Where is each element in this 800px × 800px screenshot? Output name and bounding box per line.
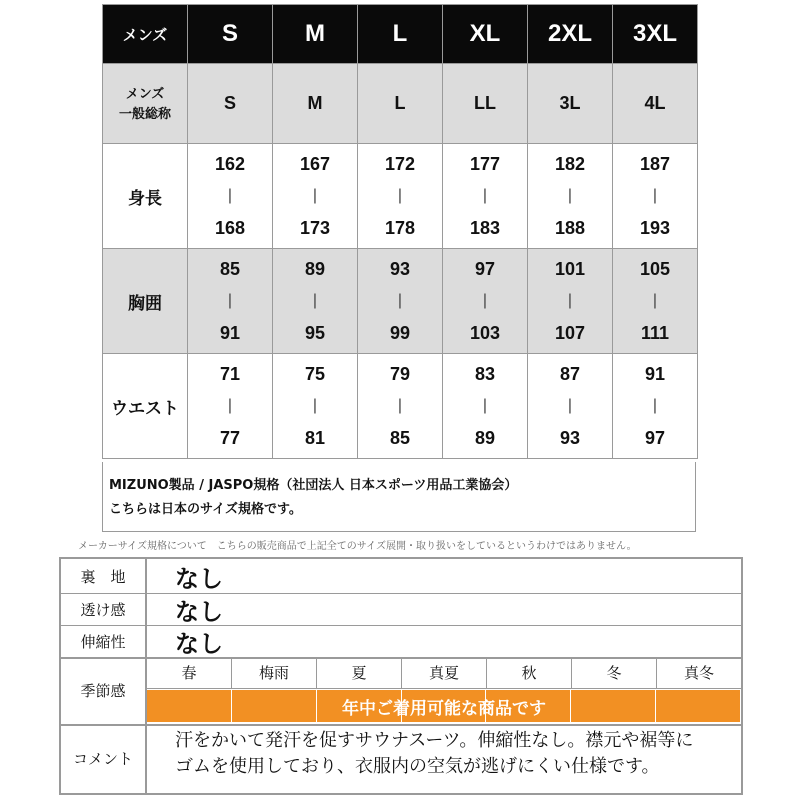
range-separator: | (652, 187, 658, 204)
measurement-cell (443, 144, 528, 249)
size-header-row (103, 5, 698, 64)
season-winter: 冬 (572, 657, 657, 689)
note-line2: こちらは日本のサイズ規格です。 (109, 502, 302, 517)
season-row (61, 657, 741, 726)
measurement-label: 胸囲 (103, 249, 188, 354)
range-separator: | (567, 187, 573, 204)
sheer-row (61, 593, 741, 626)
range-min: 87 (559, 364, 581, 384)
range-min: 177 (469, 154, 501, 174)
range-max: 168 (214, 218, 246, 238)
general-label-line1: メンズ (125, 85, 165, 101)
measurement-row (103, 249, 698, 354)
range-separator: | (482, 397, 488, 414)
measurement-cell (188, 144, 273, 249)
general-size-label (103, 64, 188, 144)
size-xl: XL (443, 5, 528, 64)
range-max: 103 (469, 323, 501, 343)
range-max: 97 (644, 428, 666, 448)
season-autumn: 秋 (487, 657, 572, 689)
measurement-cell (273, 144, 358, 249)
range-separator: | (397, 397, 403, 414)
season-summer: 夏 (317, 657, 402, 689)
stretch-value: なし (175, 629, 223, 658)
range-min: 83 (474, 364, 496, 384)
comment-label: コメント (61, 724, 147, 793)
range-separator: | (567, 397, 573, 414)
range-separator: | (227, 187, 233, 204)
range-max: 93 (559, 428, 581, 448)
measurement-cell (528, 354, 613, 459)
fabric-info-table (59, 557, 743, 795)
range-max: 111 (640, 323, 670, 343)
measurement-cell (358, 354, 443, 459)
range-max: 173 (299, 218, 331, 238)
size-disclaimer: メーカーサイズ規格について こちらの販売商品で上記全てのサイズ展開・取り扱いをしているというわけではありません。 (78, 541, 637, 552)
general-size: L (358, 64, 443, 144)
size-l: L (358, 5, 443, 64)
range-separator: | (227, 397, 233, 414)
measurement-cell (273, 249, 358, 354)
season-midsummer: 真夏 (402, 657, 487, 689)
range-separator: | (397, 292, 403, 309)
measurement-cell (443, 249, 528, 354)
range-separator: | (652, 397, 658, 414)
range-max: 91 (219, 323, 241, 343)
measurement-cell (358, 249, 443, 354)
size-m: M (273, 5, 358, 64)
range-max: 178 (384, 218, 416, 238)
measurement-label: 身長 (103, 144, 188, 249)
range-separator: | (312, 292, 318, 309)
season-grid (147, 657, 741, 689)
range-min: 172 (384, 154, 416, 174)
general-size: S (188, 64, 273, 144)
range-separator: | (397, 187, 403, 204)
general-size: 4L (613, 64, 698, 144)
measurement-cell (188, 354, 273, 459)
size-2xl: 2XL (528, 5, 613, 64)
range-min: 162 (214, 154, 246, 174)
range-min: 85 (219, 259, 241, 279)
measurement-cell (613, 144, 698, 249)
header-label: メンズ (103, 5, 188, 64)
sheer-value: なし (175, 597, 223, 626)
size-3xl: 3XL (613, 5, 698, 64)
range-min: 105 (639, 259, 671, 279)
range-separator: | (482, 187, 488, 204)
general-size: 3L (528, 64, 613, 144)
comment-line2: ゴムを使用しており、衣服内の空気が逃げにくい仕様です。 (175, 756, 660, 777)
season-highlight-bar (147, 690, 741, 722)
range-separator: | (652, 292, 658, 309)
range-separator: | (227, 292, 233, 309)
range-min: 187 (639, 154, 671, 174)
range-min: 93 (389, 259, 411, 279)
measurement-cell (188, 249, 273, 354)
range-min: 167 (299, 154, 331, 174)
comment-line1: 汗をかいて発汗を促すサウナスーツ。伸縮性なし。襟元や裾等に (175, 730, 694, 751)
lining-row (61, 559, 741, 594)
measurement-cell (443, 354, 528, 459)
season-rainy: 梅雨 (232, 657, 317, 689)
size-chart-note (102, 462, 696, 532)
sheer-label: 透け感 (61, 593, 147, 625)
range-max: 99 (389, 323, 411, 343)
measurement-cell (528, 144, 613, 249)
range-max: 85 (389, 428, 411, 448)
measurement-cell (358, 144, 443, 249)
comment-row (61, 724, 741, 793)
range-max: 183 (469, 218, 501, 238)
size-s: S (188, 5, 273, 64)
range-max: 193 (639, 218, 671, 238)
measurement-label: ウエスト (103, 354, 188, 459)
stretch-row (61, 625, 741, 659)
range-min: 101 (554, 259, 586, 279)
general-size: LL (443, 64, 528, 144)
measurement-cell (613, 249, 698, 354)
range-max: 81 (304, 428, 326, 448)
range-min: 89 (304, 259, 326, 279)
range-min: 97 (474, 259, 496, 279)
season-spring: 春 (147, 657, 232, 689)
range-min: 182 (554, 154, 586, 174)
range-min: 91 (644, 364, 666, 384)
measurement-row (103, 354, 698, 459)
lining-label: 裏 地 (61, 559, 147, 593)
general-label-line2: 一般総称 (118, 105, 171, 121)
measurement-cell (273, 354, 358, 459)
size-chart-table (102, 4, 698, 459)
range-max: 188 (554, 218, 586, 238)
note-line1: MIZUNO製品 / JASPO規格（社団法人 日本スポーツ用品工業協会） (109, 478, 518, 493)
measurement-cell (613, 354, 698, 459)
range-separator: | (312, 187, 318, 204)
general-size-row (103, 64, 698, 144)
season-label: 季節感 (61, 657, 147, 724)
measurement-row (103, 144, 698, 249)
range-separator: | (482, 292, 488, 309)
comment-text (175, 728, 731, 780)
general-size: M (273, 64, 358, 144)
measurement-cell (528, 249, 613, 354)
range-min: 75 (304, 364, 326, 384)
range-separator: | (567, 292, 573, 309)
range-min: 71 (219, 364, 241, 384)
range-max: 95 (304, 323, 326, 343)
stretch-label: 伸縮性 (61, 625, 147, 657)
range-separator: | (312, 397, 318, 414)
range-min: 79 (389, 364, 411, 384)
season-bar-text: 年中ご着用可能な商品です (342, 698, 546, 719)
range-max: 77 (219, 428, 241, 448)
season-midwinter: 真冬 (657, 657, 741, 689)
range-max: 107 (554, 323, 586, 343)
range-max: 89 (474, 428, 496, 448)
lining-value: なし (175, 564, 223, 593)
